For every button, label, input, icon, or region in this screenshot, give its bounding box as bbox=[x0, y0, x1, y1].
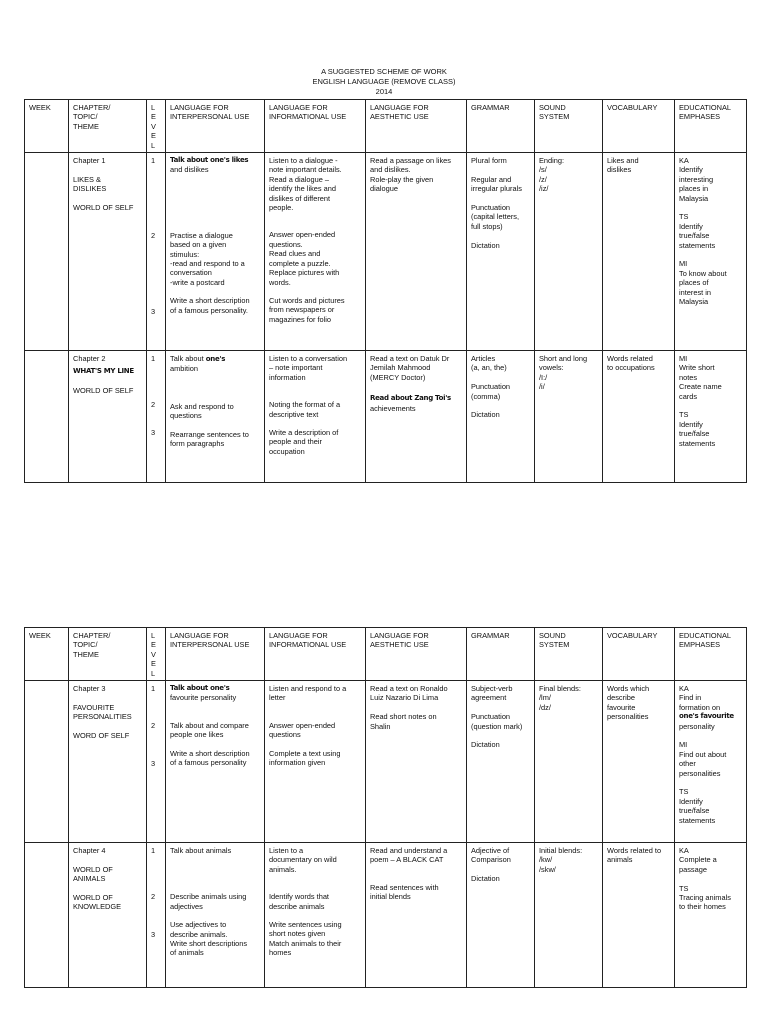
educational-cell: MI Write short notes Create name cards TS Identify true/false statements bbox=[675, 351, 747, 483]
document-title bbox=[0, 67, 768, 97]
header-educational: EDUCATIONAL EMPHASES bbox=[675, 100, 747, 153]
header-grammar: GRAMMAR bbox=[467, 100, 535, 153]
vocabulary-cell: Words which describe favourite personalities bbox=[603, 681, 675, 843]
informational-cell: Listen to a conversation – note important information Noting the format of a descriptive text Write a description of people and their occupation bbox=[265, 351, 366, 483]
header-sound: SOUND SYSTEM bbox=[535, 628, 603, 681]
title-line-3: 2014 bbox=[375, 87, 393, 96]
interpersonal-cell: Talk about one's favourite personality Talk about and compare people one likes Write a short description of a famous personality bbox=[166, 681, 265, 843]
interpersonal-cell: Talk about one's likes and dislikes Practise a dialogue based on a given stimulus: -read and respond to a conversation -write a postcard Write a short description of a famous personality. bbox=[166, 153, 265, 351]
scheme-table-2 bbox=[24, 627, 747, 988]
header-interpersonal: LANGUAGE FOR INTERPERSONAL USE bbox=[166, 628, 265, 681]
sound-cell: Initial blends: /kw/ /skw/ bbox=[535, 843, 603, 988]
header-level: L E V E L bbox=[147, 100, 166, 153]
interpersonal-cell: Talk about one's ambition Ask and respond to questions Rearrange sentences to form paragraphs bbox=[166, 351, 265, 483]
header-vocabulary: VOCABULARY bbox=[603, 100, 675, 153]
chapter-cell: Chapter 4 WORLD OF ANIMALS WORLD OF KNOWLEDGE bbox=[69, 843, 147, 988]
title-line-1: A SUGGESTED SCHEME OF WORK bbox=[321, 67, 447, 76]
header-level: L E V E L bbox=[147, 628, 166, 681]
informational-cell: Listen to a documentary on wild animals. Identify words that describe animals Write sentences using short notes given Match animals to their homes bbox=[265, 843, 366, 988]
sound-cell: Ending: /s/ /z/ /iz/ bbox=[535, 153, 603, 351]
vocabulary-cell: Words related to animals bbox=[603, 843, 675, 988]
sound-cell: Final blends: /lm/ /dz/ bbox=[535, 681, 603, 843]
week-cell bbox=[25, 153, 69, 351]
week-cell bbox=[25, 843, 69, 988]
grammar-cell: Plural form Regular and irregular plurals Punctuation (capital letters, full stops) Dictation bbox=[467, 153, 535, 351]
aesthetic-cell: Read a text on Datuk Dr Jemilah Mahmood (MERCY Doctor) Read about Zang Toi's achievements bbox=[366, 351, 467, 483]
vocabulary-cell: Likes and dislikes bbox=[603, 153, 675, 351]
chapter-3-row bbox=[25, 681, 747, 843]
educational-cell: KA Identify interesting places in Malaysia TS Identify true/false statements MI To know about places of interest in Malaysia bbox=[675, 153, 747, 351]
header-row bbox=[25, 100, 747, 153]
level-cell: 1 2 3 bbox=[147, 843, 166, 988]
chapter-2-row bbox=[25, 351, 747, 483]
header-week: WEEK bbox=[25, 628, 69, 681]
sound-cell: Short and long vowels: /I:/ /i/ bbox=[535, 351, 603, 483]
grammar-cell: Subject-verb agreement Punctuation (question mark) Dictation bbox=[467, 681, 535, 843]
header-grammar: GRAMMAR bbox=[467, 628, 535, 681]
level-cell: 1 2 3 bbox=[147, 351, 166, 483]
level-cell: 1 2 3 bbox=[147, 681, 166, 843]
chapter-cell: Chapter 3 FAVOURITE PERSONALITIES WORD OF SELF bbox=[69, 681, 147, 843]
scheme-table-1 bbox=[24, 99, 747, 483]
header-educational: EDUCATIONAL EMPHASES bbox=[675, 628, 747, 681]
week-cell bbox=[25, 351, 69, 483]
header-informational: LANGUAGE FOR INFORMATIONAL USE bbox=[265, 628, 366, 681]
header-informational: LANGUAGE FOR INFORMATIONAL USE bbox=[265, 100, 366, 153]
grammar-cell: Adjective of Comparison Dictation bbox=[467, 843, 535, 988]
aesthetic-cell: Read and understand a poem – A BLACK CAT Read sentences with initial blends bbox=[366, 843, 467, 988]
interpersonal-cell: Talk about animals Describe animals using adjectives Use adjectives to describe animals. Write short descriptions of animals bbox=[166, 843, 265, 988]
chapter-cell: Chapter 2 WHAT'S MY LINE WORLD OF SELF bbox=[69, 351, 147, 483]
chapter-1-row bbox=[25, 153, 747, 351]
header-week: WEEK bbox=[25, 100, 69, 153]
header-row bbox=[25, 628, 747, 681]
aesthetic-cell: Read a text on Ronaldo Luiz Nazario Di Lima Read short notes on Shalin bbox=[366, 681, 467, 843]
title-line-2: ENGLISH LANGUAGE (REMOVE CLASS) bbox=[312, 77, 456, 86]
informational-cell: Listen and respond to a letter Answer open-ended questions Complete a text using information given bbox=[265, 681, 366, 843]
chapter-4-row bbox=[25, 843, 747, 988]
header-chapter: CHAPTER/ TOPIC/ THEME bbox=[69, 628, 147, 681]
aesthetic-cell: Read a passage on likes and dislikes. Role-play the given dialogue bbox=[366, 153, 467, 351]
header-aesthetic: LANGUAGE FOR AESTHETIC USE bbox=[366, 100, 467, 153]
header-aesthetic: LANGUAGE FOR AESTHETIC USE bbox=[366, 628, 467, 681]
grammar-cell: Articles (a, an, the) Punctuation (comma) Dictation bbox=[467, 351, 535, 483]
header-vocabulary: VOCABULARY bbox=[603, 628, 675, 681]
informational-cell: Listen to a dialogue - note important details. Read a dialogue – identify the likes and dislikes of different people. Answer open-ended questions. Read clues and complete a puzzle. Replace pictures with words. Cut words and pictures from newspapers or magazines for folio bbox=[265, 153, 366, 351]
header-sound: SOUND SYSTEM bbox=[535, 100, 603, 153]
educational-cell: KA Complete a passage TS Tracing animals to their homes bbox=[675, 843, 747, 988]
header-interpersonal: LANGUAGE FOR INTERPERSONAL USE bbox=[166, 100, 265, 153]
vocabulary-cell: Words related to occupations bbox=[603, 351, 675, 483]
level-cell: 1 2 3 bbox=[147, 153, 166, 351]
week-cell bbox=[25, 681, 69, 843]
header-chapter: CHAPTER/ TOPIC/ THEME bbox=[69, 100, 147, 153]
chapter-cell: Chapter 1 LIKES & DISLIKES WORLD OF SELF bbox=[69, 153, 147, 351]
educational-cell: KA Find in formation on one's favourite personality MI Find out about other personalities TS Identify true/false statements bbox=[675, 681, 747, 843]
